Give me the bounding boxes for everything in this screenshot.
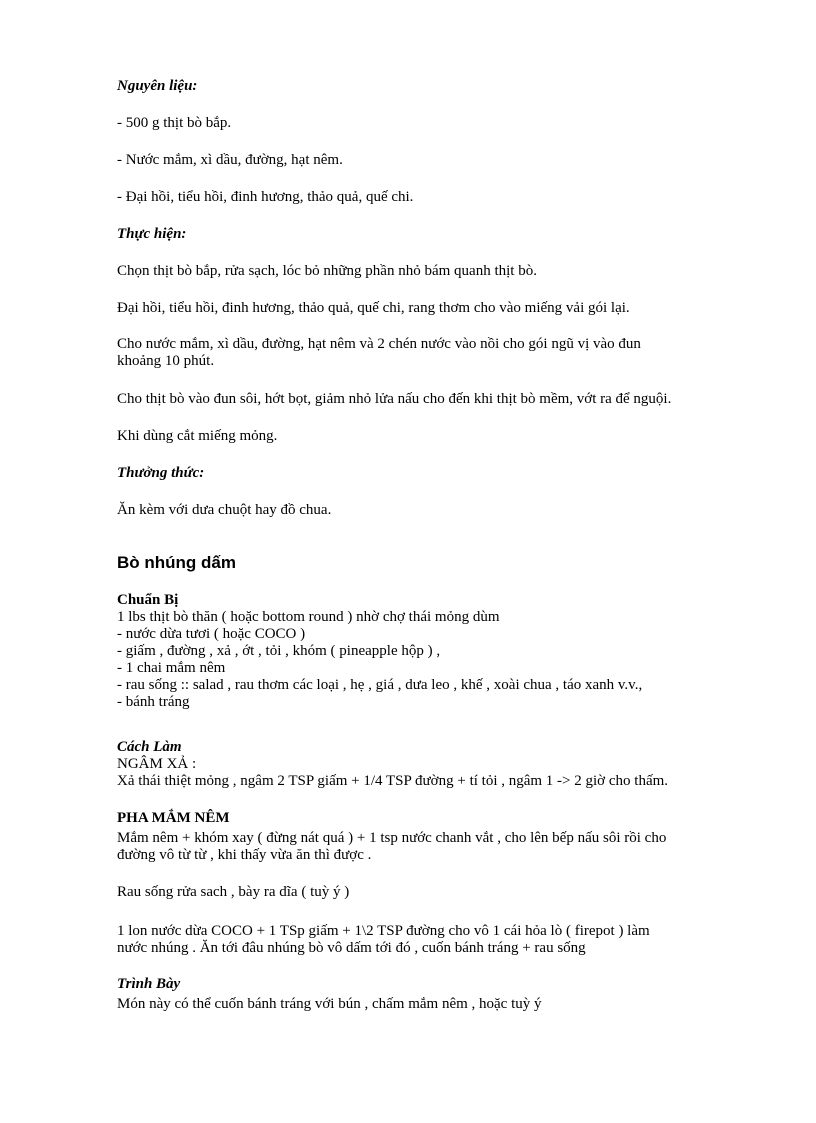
method-step-line: khoảng 10 phút. xyxy=(117,353,215,369)
ingredient-item: - 500 g thịt bò bắp. xyxy=(117,115,232,131)
prep-line: - bánh tráng xyxy=(117,694,190,710)
sauce-text xyxy=(117,830,757,864)
veg-text: Rau sống rửa sach , bày ra dĩa ( tuỳ ý ) xyxy=(117,884,350,900)
prep-line: - 1 chai mắm nêm xyxy=(117,660,226,676)
how-heading: Cách Làm xyxy=(117,739,182,755)
method-step: Khi dùng cắt miếng mỏng. xyxy=(117,428,278,444)
ingredient-item: - Đại hồi, tiểu hồi, đinh hương, thảo quả, quế chi. xyxy=(117,189,414,205)
serve-text: Ăn kèm với dưa chuột hay đồ chua. xyxy=(117,502,332,518)
broth-line: 1 lon nước dừa COCO + 1 TSp giấm + 1\2 TSP đường cho vô 1 cái hỏa lò ( firepot ) làm xyxy=(117,923,650,939)
prep-heading: Chuẩn Bị xyxy=(117,592,179,608)
serve-heading: Thưởng thức: xyxy=(117,465,205,481)
recipe-title: Bò nhúng dấm xyxy=(117,553,236,572)
prep-line: - rau sống :: salad , rau thơm các loại , hẹ , giá , dưa leo , khế , xoài chua , táo xanh v.v., xyxy=(117,677,643,693)
method-step: Đại hồi, tiểu hồi, đinh hương, thảo quả, quế chi, rang thơm cho vào miếng vải gói lại. xyxy=(117,300,630,316)
method-step: Chọn thịt bò bắp, rửa sạch, lóc bỏ những phần nhỏ bám quanh thịt bò. xyxy=(117,263,537,279)
how-text xyxy=(117,756,757,790)
how-line: Xả thái thiệt mỏng , ngâm 2 TSP giấm + 1/4 TSP đường + tí tỏi , ngâm 1 -> 2 giờ cho thấm. xyxy=(117,773,669,789)
method-step: Cho thịt bò vào đun sôi, hớt bọt, giảm nhỏ lửa nấu cho đến khi thịt bò mềm, vớt ra để nguội. xyxy=(117,391,672,407)
broth-line: nước nhúng . Ăn tới đâu nhúng bò vô dấm tới đó , cuốn bánh tráng + rau sống xyxy=(117,940,586,956)
ingredients-heading: Nguyên liệu: xyxy=(117,78,198,94)
present-text: Món này có thể cuốn bánh tráng với bún , chấm mắm nêm , hoặc tuỳ ý xyxy=(117,996,542,1012)
sauce-line: Mắm nêm + khóm xay ( đừng nát quá ) + 1 tsp nước chanh vắt , cho lên bếp nấu sôi rồi cho xyxy=(117,830,667,846)
method-heading: Thực hiện: xyxy=(117,226,187,242)
broth-text xyxy=(117,923,757,957)
method-step xyxy=(117,336,757,370)
prep-line: - nước dừa tươi ( hoặc COCO ) xyxy=(117,626,306,642)
how-line: NGÂM XẢ : xyxy=(117,756,197,772)
prep-list xyxy=(117,609,757,711)
prep-line: - giấm , đường , xả , ớt , tỏi , khóm ( pineapple hộp ) , xyxy=(117,643,441,659)
present-heading: Trình Bày xyxy=(117,976,181,992)
sauce-heading: PHA MẮM NÊM xyxy=(117,810,230,826)
sauce-line: đường vô từ từ , khi thấy vừa ăn thì được . xyxy=(117,847,372,863)
ingredient-item: - Nước mắm, xì dầu, đường, hạt nêm. xyxy=(117,152,343,168)
method-step-line: Cho nước mắm, xì dầu, đường, hạt nêm và 2 chén nước vào nồi cho gói ngũ vị vào đun xyxy=(117,336,641,352)
prep-line: 1 lbs thịt bò thăn ( hoặc bottom round ) nhờ chợ thái mỏng dùm xyxy=(117,609,500,625)
